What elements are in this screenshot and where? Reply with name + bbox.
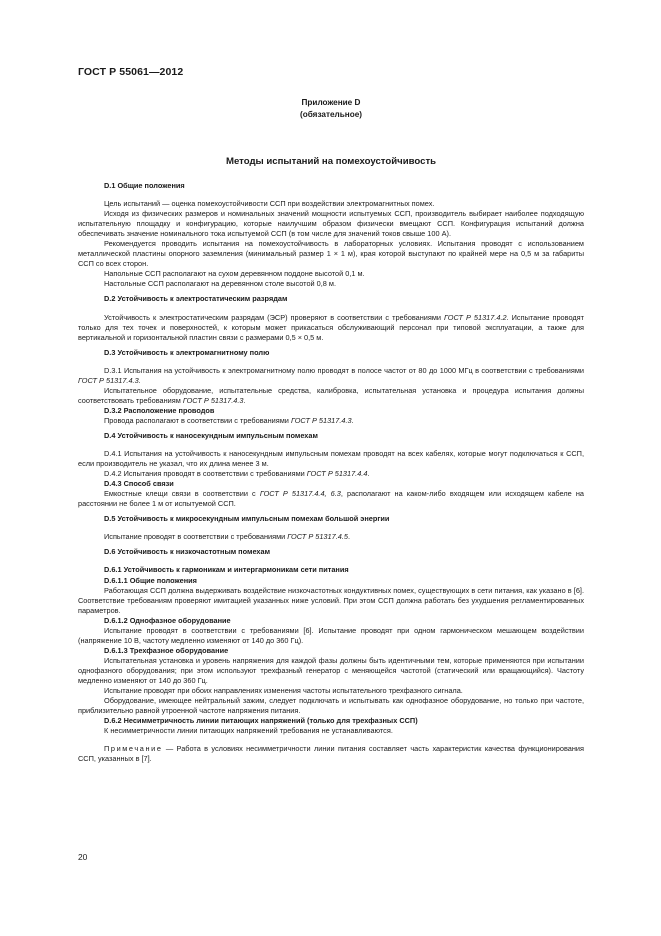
paragraph: Рекомендуется проводить испытания на помехоустойчивость в лабораторных условиях. Испытания проводят с использованием металлической пластины опорного заземления (минимальный размер 1 × 1 м), края которой выступают по крайней мере на 0,5 м за габариты ССП со всех сторон. — [78, 239, 584, 269]
note-text: — Работа в условиях несимметричности линии питания составляет часть характеристик качества функционирования ССП, указанных в [7]. — [78, 744, 584, 764]
page-number: 20 — [78, 852, 88, 862]
section-heading-d1: D.1 Общие положения — [104, 181, 185, 190]
paragraph: Испытание проводят в соответствии с требованиями [6]. Испытание проводят при одном гармоническом мешающем воздействии (напряжение 10 В, частоту медленно изменяют от 140 до 360 Гц). — [78, 625, 584, 645]
paragraph: Устойчивость к электростатическим разрядам (ЭСР) проверяют в соответствии с требованиями ГОСТ Р 51317.4.2. Испытание проводят только для тех точек и поверхностей, к которым может прикасаться обслуживающий персонал при типовой эксплуатации, а также для вертикальной и горизонтальной пластин связи с размерами 0,5 × 0,5 м. — [78, 312, 584, 342]
section-heading-d4: D.4 Устойчивость к наносекундным импульсным помехам — [104, 430, 318, 440]
subsection-heading-d6-1-1: D.6.1.1 Общие положения — [104, 575, 197, 585]
subsection-heading-d3-2: D.3.2 Расположение проводов — [104, 405, 215, 415]
note-label: Примечание — [104, 744, 163, 754]
paragraph: Напольные ССП располагают на сухом деревянном поддоне высотой 0,1 м. — [104, 269, 365, 279]
standard-reference: ГОСТ Р 51317.4.5 — [287, 532, 348, 542]
paragraph: Испытательная установка и уровень напряжения для каждой фазы должны быть идентичными тем, которые применяются при испытании однофазного оборудования; при этом используют трехфазный генератор с меняющейся частотой (статический или вращающийся). Частоту медленно изменяют от 140 до 360 Гц. — [78, 655, 584, 685]
subsection-heading-d6-1-3: D.6.1.3 Трехфазное оборудование — [104, 645, 229, 655]
note — [78, 744, 584, 764]
paragraph: Оборудование, имеющее нейтральный зажим, следует подключать и испытывать как однофазное оборудование, но только при частоте, приблизительно равной утроенной частоте напряжения питания. — [78, 696, 584, 716]
paragraph: Испытание проводят при обоих направлениях изменения частоты испытательного трехфазного сигнала. — [104, 686, 463, 696]
paragraph: К несимметричности линии питающих напряжений требования не устанавливаются. — [104, 726, 393, 736]
standard-reference: ГОСТ Р 51317.4.3 — [290, 415, 352, 425]
subsection-heading-d6-2: D.6.2 Несимметричность линии питающих напряжений (только для трехфазных ССП) — [104, 716, 418, 726]
paragraph: D.3.1 Испытания на устойчивость к электромагнитному полю проводят в полосе частот от 80 до 1000 МГц в соответствии с требованиями ГОСТ Р 51317.4.3. — [78, 365, 584, 385]
standard-reference: ГОСТ Р 51317.4.4, 6.3 — [259, 489, 341, 499]
section-heading-d2: D.2 Устойчивость к электростатическим разрядам — [104, 294, 288, 304]
paragraph: D.4.2 Испытания проводят в соответствии с требованиями ГОСТ Р 51317.4.4. — [104, 469, 370, 479]
annex-title: Приложение D — [301, 98, 361, 107]
section-heading-d5: D.5 Устойчивость к микросекундным импульсным помехам большой энергии — [104, 514, 390, 524]
section-heading-d6: D.6 Устойчивость к низкочастотным помехам — [104, 547, 271, 557]
standard-reference: ГОСТ Р 51317.4.2 — [444, 312, 507, 322]
document-body — [78, 181, 584, 764]
section-heading-d3: D.3 Устойчивость к электромагнитному полю — [104, 347, 270, 357]
paragraph: Емкостные клещи связи в соответствии с ГОСТ Р 51317.4.4, 6.3, располагают на каком-либо входящем или исходящем кабеле на расстоянии не более 1 м от испытуемой ССП. — [78, 489, 584, 509]
paragraph: Испытание проводят в соответствии с требованиями ГОСТ Р 51317.4.5. — [104, 532, 350, 542]
paragraph: Настольные ССП располагают на деревянном столе высотой 0,8 м. — [104, 279, 337, 289]
paragraph: Работающая ССП должна выдерживать воздействие низкочастотных кондуктивных помех, существующих в сети питания, как указано в [6]. Соответствие требованиям проверяют имитацией указанных ниже условий. При этом ССП должна работать без ухудшения регламентированных параметров. — [78, 585, 584, 615]
paragraph: Провода располагают в соответствии с требованиями ГОСТ Р 51317.4.3. — [104, 415, 354, 425]
subsection-heading-d6-1-2: D.6.1.2 Однофазное оборудование — [104, 615, 231, 625]
annex-status: (обязательное) — [300, 110, 362, 119]
standard-reference: ГОСТ Р 51317.4.3 — [78, 375, 139, 385]
paragraph: D.4.1 Испытания на устойчивость к наносекундным импульсным помехам проводят на всех кабелях, которые могут подключаться к ССП, если производитель не указал, что их длина менее 3 м. — [78, 449, 584, 469]
paragraph: Исходя из физических размеров и номинальных значений мощности испытуемых ССП, производитель выбирает наиболее подходящую испытательную площадку и конфигурацию, которые наилучшим образом физически вмещают ССП. Конфигурация испытаний должна обеспечивать значение номинального тока испытуемой ССП (в том числе для значений токов свыше 100 А). — [78, 209, 584, 239]
paragraph: Цель испытаний — оценка помехоустойчивости ССП при воздействии электромагнитных помех. — [104, 199, 435, 209]
document-title: Методы испытаний на помехоустойчивость — [225, 156, 437, 167]
standard-reference: ГОСТ Р 51317.4.4 — [306, 469, 368, 479]
standard-reference: ГОСТ Р 51317.4.3 — [182, 395, 244, 405]
standard-designation: ГОСТ Р 55061—2012 — [78, 66, 184, 78]
subsection-heading-d4-3: D.4.3 Способ связи — [104, 479, 174, 489]
paragraph: Испытательное оборудование, испытательные средства, калибровка, испытательная установка и процедура испытания должны соответствовать требованиям ГОСТ Р 51317.4.3. — [78, 385, 584, 405]
subsection-heading-d6-1: D.6.1 Устойчивость к гармоникам и интергармоникам сети питания — [104, 565, 349, 575]
